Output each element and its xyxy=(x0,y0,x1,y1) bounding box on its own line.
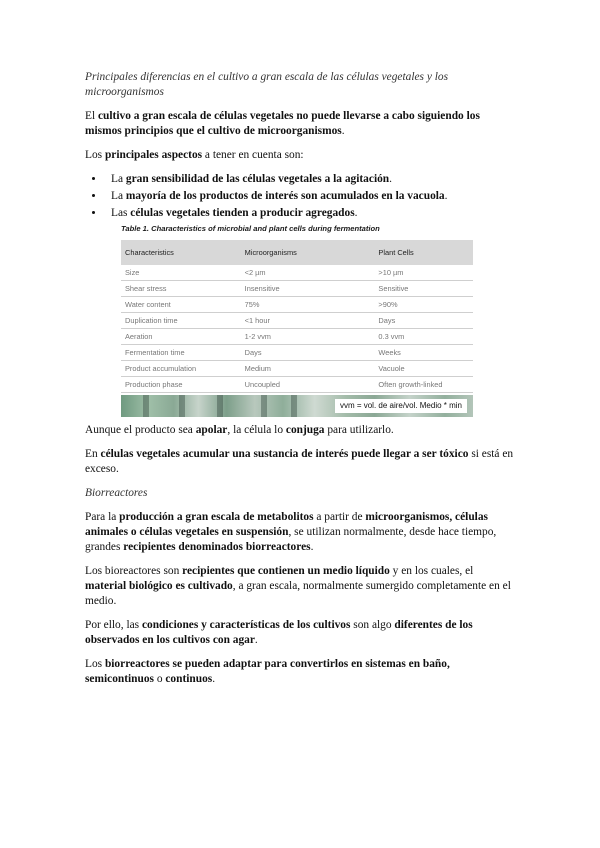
text: Por ello, las xyxy=(85,619,142,631)
text: Los xyxy=(85,658,105,670)
paragraph-systems xyxy=(85,657,515,687)
column-header: Microorganisms xyxy=(241,240,375,265)
text: . xyxy=(354,207,358,219)
text: o xyxy=(153,673,166,685)
paragraph-definition xyxy=(85,564,515,609)
table-cell: Days xyxy=(241,345,375,361)
bold-text: biorreactores se pueden adaptar para convertirlos en sistemas en baño, semicontinuos xyxy=(85,658,450,685)
text: . xyxy=(254,634,258,646)
table-cell: Vacuole xyxy=(374,361,473,377)
text: , a gran escala, normalmente sumergido completamente en el medio. xyxy=(85,580,511,607)
decorative-bar xyxy=(179,395,185,417)
text: , la célula lo xyxy=(227,424,286,436)
bold-text: diferentes de los observados en los cultivos con agar xyxy=(85,619,473,646)
section-heading-differences: Principales diferencias en el cultivo a gran escala de las células vegetales y los microorganismos xyxy=(85,71,449,98)
text: Los xyxy=(85,149,105,161)
text: Los bioreactores son xyxy=(85,565,183,577)
text: a partir de xyxy=(313,511,366,523)
table-cell: Sensitive xyxy=(374,281,473,297)
decorative-bar xyxy=(291,395,297,417)
bold-text: gran sensibilidad de las células vegetales a la agitación xyxy=(125,173,390,185)
text: y en los cuales, el xyxy=(389,565,474,577)
table-row xyxy=(121,361,473,377)
bold-text: continuos xyxy=(165,673,213,685)
photo-strip xyxy=(121,395,473,417)
bold-text: principales aspectos xyxy=(104,149,203,161)
table-row xyxy=(121,297,473,313)
bold-text: apolar xyxy=(195,424,228,436)
table-header-row xyxy=(121,240,473,265)
table-row xyxy=(121,377,473,393)
text: . xyxy=(444,190,448,202)
bold-text: recipientes denominados biorreactores xyxy=(123,541,311,553)
decorative-bar xyxy=(217,395,223,417)
bold-text: células vegetales acumular una sustancia de interés puede llegar a ser tóxico xyxy=(100,448,469,460)
characteristics-table xyxy=(121,240,473,393)
text: Para la xyxy=(85,511,120,523)
text: . xyxy=(341,125,345,137)
text: . xyxy=(212,673,216,685)
text: son algo xyxy=(350,619,395,631)
table-cell: >90% xyxy=(374,297,473,313)
aspects-list xyxy=(85,172,515,221)
paragraph-production xyxy=(85,510,515,555)
text: . xyxy=(310,541,314,553)
table-row xyxy=(121,345,473,361)
table-cell: Shear stress xyxy=(121,281,241,297)
table-cell: Days xyxy=(374,313,473,329)
table-caption: Table 1. Characteristics of microbial and plant cells during fermentation xyxy=(121,224,380,233)
table-row xyxy=(121,281,473,297)
bold-text: células vegetales tienden a producir agregados xyxy=(130,207,355,219)
bold-text: producción a gran escala de metabolitos xyxy=(119,511,314,523)
text: La xyxy=(111,173,126,185)
text: Las xyxy=(111,207,131,219)
table-cell: 1-2 vvm xyxy=(241,329,375,345)
vvm-note: vvm = vol. de aire/vol. Medio * min xyxy=(335,399,467,413)
table-cell: Water content xyxy=(121,297,241,313)
table-row xyxy=(121,265,473,281)
bold-text: conjuga xyxy=(285,424,325,436)
column-header: Characteristics xyxy=(121,240,241,265)
table-cell: <2 µm xyxy=(241,265,375,281)
bold-text: material biológico es cultivado xyxy=(85,580,233,592)
table-cell: <1 hour xyxy=(241,313,375,329)
paragraph-apolar xyxy=(85,423,515,438)
paragraph-toxic xyxy=(85,447,515,477)
list-item xyxy=(105,189,515,204)
section-heading-bioreactors: Biorreactores xyxy=(85,487,148,499)
text: El xyxy=(85,110,98,122)
decorative-bar xyxy=(261,395,267,417)
table-cell: Insensitive xyxy=(241,281,375,297)
paragraph-intro xyxy=(85,109,515,139)
bold-text: condiciones y características de los cultivos xyxy=(141,619,351,631)
bold-text: cultivo a gran escala de células vegetales no puede llevarse a cabo siguiendo los mismos principios que el cultivo de microorganismos xyxy=(85,110,480,137)
table-cell: Product accumulation xyxy=(121,361,241,377)
text: Aunque el producto sea xyxy=(85,424,196,436)
table-cell: Fermentation time xyxy=(121,345,241,361)
text: , se utilizan normalmente, desde hace tiempo, grandes xyxy=(85,526,497,553)
bold-text: microorganismos, células animales o células vegetales en suspensión xyxy=(85,511,488,538)
text: La xyxy=(111,190,126,202)
table-cell: 75% xyxy=(241,297,375,313)
list-item xyxy=(105,172,515,187)
table-cell: Aeration xyxy=(121,329,241,345)
list-item xyxy=(105,206,515,221)
paragraph-aspects xyxy=(85,148,515,163)
bold-text: mayoría de los productos de interés son acumulados en la vacuola xyxy=(125,190,445,202)
table-cell: Often growth-linked xyxy=(374,377,473,393)
table-cell: Medium xyxy=(241,361,375,377)
table-figure xyxy=(121,224,473,417)
table-cell: >10 µm xyxy=(374,265,473,281)
document-page xyxy=(85,70,515,696)
text: . xyxy=(389,173,392,185)
table-row xyxy=(121,313,473,329)
table-cell: Weeks xyxy=(374,345,473,361)
paragraph-conditions xyxy=(85,618,515,648)
table-row xyxy=(121,329,473,345)
text: para utilizarlo. xyxy=(324,424,394,436)
text: En xyxy=(85,448,101,460)
bold-text: recipientes que contienen un medio líquido xyxy=(182,565,390,577)
table-cell: 0.3 vvm xyxy=(374,329,473,345)
text: si está en exceso. xyxy=(85,448,514,475)
decorative-bar xyxy=(143,395,149,417)
table-cell: Size xyxy=(121,265,241,281)
column-header: Plant Cells xyxy=(374,240,473,265)
text: a tener en cuenta son: xyxy=(202,149,304,161)
table-cell: Production phase xyxy=(121,377,241,393)
table-cell: Uncoupled xyxy=(241,377,375,393)
table-cell: Duplication time xyxy=(121,313,241,329)
